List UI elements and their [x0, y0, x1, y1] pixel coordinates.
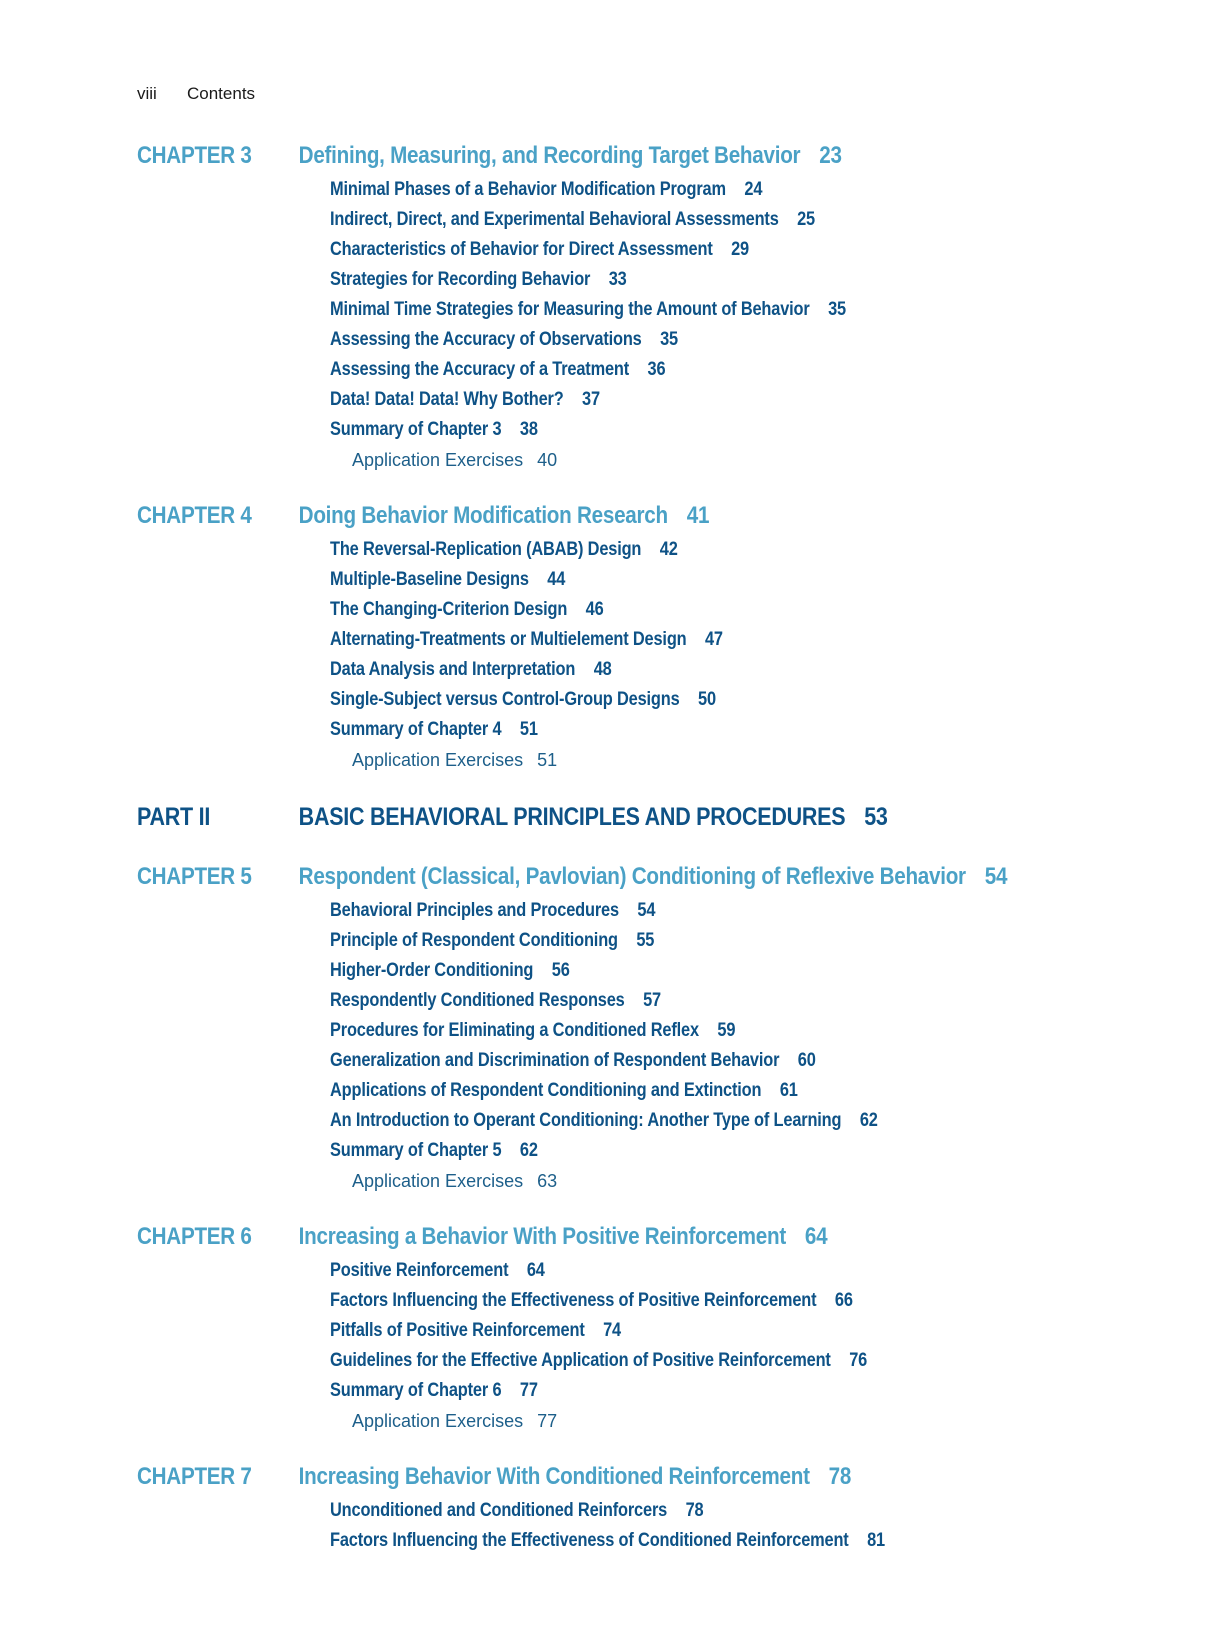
chapter-label: CHAPTER 5 — [137, 863, 252, 890]
part-title[interactable]: BASIC BEHAVIORAL PRINCIPLES AND PROCEDURES 53 — [298, 803, 888, 831]
chapter-label: CHAPTER 6 — [137, 1223, 252, 1250]
toc-entry[interactable]: Guidelines for the Effective Application of Positive Reinforcement 76 — [330, 1349, 868, 1371]
chapter-title[interactable]: Doing Behavior Modification Research 41 — [298, 502, 710, 529]
application-exercises-entry[interactable]: Application Exercises 63 — [352, 1171, 558, 1191]
page-ref: 23 — [819, 142, 842, 169]
page-ref: 53 — [864, 803, 888, 831]
chapter-title[interactable]: Increasing Behavior With Conditioned Reinforcement 78 — [298, 1463, 852, 1490]
chapter-label: CHAPTER 3 — [137, 142, 252, 169]
running-header — [137, 84, 255, 104]
toc-entry[interactable]: Pitfalls of Positive Reinforcement 74 — [330, 1319, 621, 1341]
running-head-title: Contents — [187, 84, 256, 103]
toc-entry[interactable]: Positive Reinforcement 64 — [330, 1259, 545, 1281]
toc-entry[interactable]: Data Analysis and Interpretation 48 — [330, 658, 612, 680]
toc-entry[interactable]: Summary of Chapter 5 62 — [330, 1139, 538, 1161]
toc-entry[interactable]: Single-Subject versus Control-Group Designs 50 — [330, 688, 716, 710]
toc-entry[interactable]: Principle of Respondent Conditioning 55 — [330, 929, 655, 951]
toc-entry[interactable]: Summary of Chapter 3 38 — [330, 418, 538, 440]
toc-entry[interactable]: Unconditioned and Conditioned Reinforcers 78 — [330, 1499, 704, 1521]
toc-entry[interactable]: Characteristics of Behavior for Direct Assessment 29 — [330, 238, 749, 260]
toc-entry[interactable]: Higher-Order Conditioning 56 — [330, 959, 570, 981]
toc-entry[interactable]: Generalization and Discrimination of Respondent Behavior 60 — [330, 1049, 816, 1071]
chapter-label: CHAPTER 7 — [137, 1463, 252, 1490]
toc-entry[interactable]: Summary of Chapter 6 77 — [330, 1379, 538, 1401]
application-exercises-entry[interactable]: Application Exercises 51 — [352, 750, 558, 770]
toc-entry[interactable]: Strategies for Recording Behavior 33 — [330, 268, 627, 290]
toc-entry[interactable]: Minimal Time Strategies for Measuring the Amount of Behavior 35 — [330, 298, 846, 320]
toc-entry[interactable]: Factors Influencing the Effectiveness of Conditioned Reinforcement 81 — [330, 1529, 885, 1551]
toc-entry[interactable]: Applications of Respondent Conditioning and Extinction 61 — [330, 1079, 798, 1101]
toc-entry[interactable]: The Changing-Criterion Design 46 — [330, 598, 604, 620]
chapter-label: CHAPTER 4 — [137, 502, 252, 529]
toc-entry[interactable]: Respondently Conditioned Responses 57 — [330, 989, 661, 1011]
toc-entry[interactable]: Assessing the Accuracy of Observations 35 — [330, 328, 678, 350]
page-ref: 78 — [828, 1463, 852, 1490]
chapter-title[interactable]: Defining, Measuring, and Recording Target Behavior 23 — [298, 142, 842, 169]
application-exercises-entry[interactable]: Application Exercises 40 — [352, 450, 558, 470]
page-ref: 64 — [804, 1223, 828, 1250]
toc-entry[interactable]: Alternating-Treatments or Multielement Design 47 — [330, 628, 723, 650]
toc-entry[interactable]: The Reversal-Replication (ABAB) Design 42 — [330, 538, 678, 560]
page-ref: 54 — [984, 863, 1008, 890]
part-label: PART II — [137, 803, 211, 831]
toc-entry[interactable]: Multiple-Baseline Designs 44 — [330, 568, 566, 590]
chapter-title[interactable]: Respondent (Classical, Pavlovian) Conditioning of Reflexive Behavior 54 — [298, 863, 1008, 890]
toc-entry[interactable]: Assessing the Accuracy of a Treatment 36 — [330, 358, 666, 380]
toc-entry[interactable]: Data! Data! Data! Why Bother? 37 — [330, 388, 600, 410]
toc-entry[interactable]: Summary of Chapter 4 51 — [330, 718, 538, 740]
page-ref: 41 — [686, 502, 710, 529]
toc-entry[interactable]: Minimal Phases of a Behavior Modification Program 24 — [330, 178, 763, 200]
toc-entry[interactable]: Indirect, Direct, and Experimental Behavioral Assessments 25 — [330, 208, 816, 230]
application-exercises-entry[interactable]: Application Exercises 77 — [352, 1411, 558, 1431]
page-number: viii — [137, 84, 157, 103]
toc-entry[interactable]: An Introduction to Operant Conditioning: Another Type of Learning 62 — [330, 1109, 878, 1131]
chapter-title[interactable]: Increasing a Behavior With Positive Reinforcement 64 — [298, 1223, 828, 1250]
toc-entry[interactable]: Factors Influencing the Effectiveness of Positive Reinforcement 66 — [330, 1289, 853, 1311]
toc-entry[interactable]: Behavioral Principles and Procedures 54 — [330, 899, 656, 921]
toc-entry[interactable]: Procedures for Eliminating a Conditioned Reflex 59 — [330, 1019, 736, 1041]
